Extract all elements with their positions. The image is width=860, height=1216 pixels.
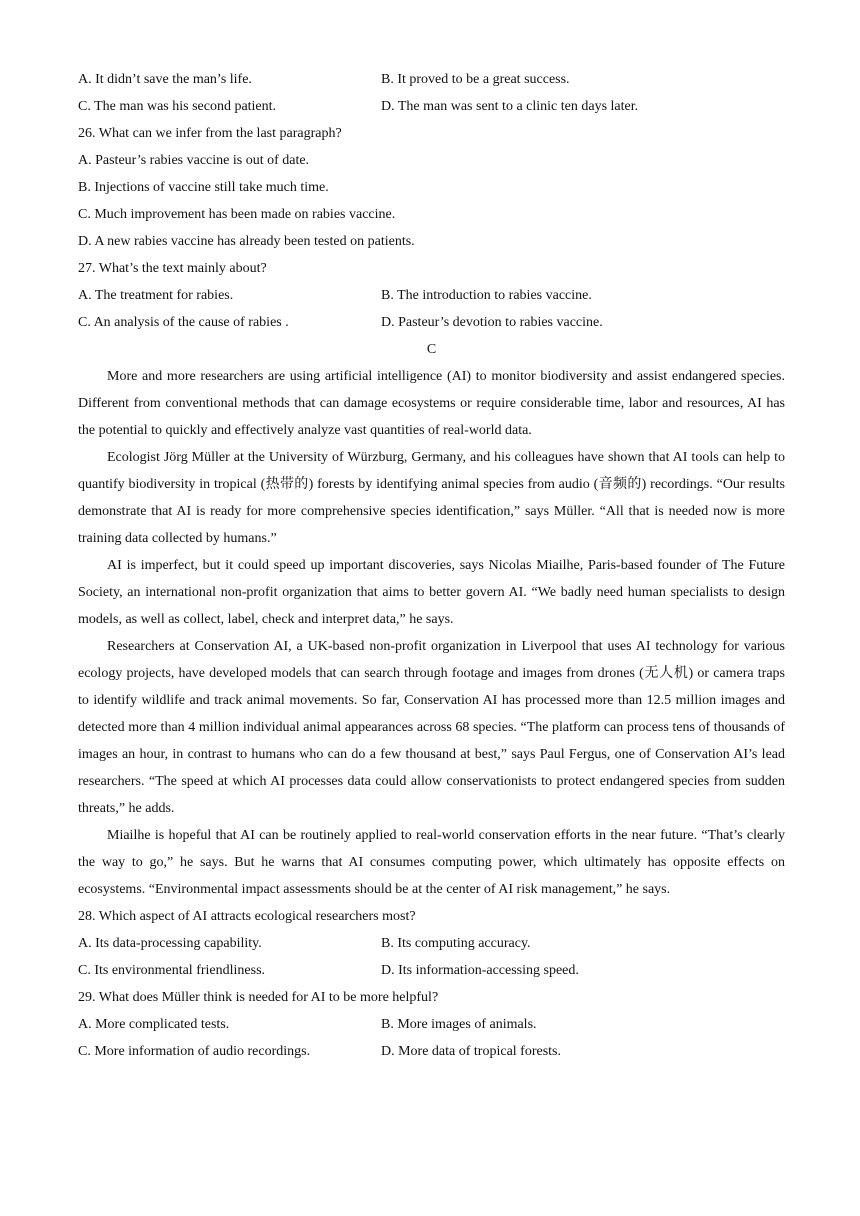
q29-options-row-1 xyxy=(78,1011,785,1038)
q28-option-d: D. Its information-accessing speed. xyxy=(381,963,579,978)
q29-option-a: A. More complicated tests. xyxy=(78,1017,230,1032)
q28-options-row-2 xyxy=(78,957,785,984)
q27-option-a: A. The treatment for rabies. xyxy=(78,288,234,303)
q25-option-d: D. The man was sent to a clinic ten days later. xyxy=(381,99,639,114)
q25-option-b: B. It proved to be a great success. xyxy=(381,72,570,87)
q27-stem: 27. What’s the text mainly about? xyxy=(78,261,267,276)
q26-option-c: C. Much improvement has been made on rabies vaccine. xyxy=(78,207,396,222)
q25-option-a: A. It didn’t save the man’s life. xyxy=(78,72,252,87)
passage-paragraph: AI is imperfect, but it could speed up important discoveries, says Nicolas Miailhe, Paris-based founder of The Future Society, an international non-profit organization that aims to better govern AI. “We badly need human specialists to design models, as well as collect, label, check and interpret data,” he says. xyxy=(78,558,785,627)
q26-option-a: A. Pasteur’s rabies vaccine is out of date. xyxy=(78,153,310,168)
q29-stem: 29. What does Müller think is needed for AI to be more helpful? xyxy=(78,990,439,1005)
q29-option-d: D. More data of tropical forests. xyxy=(381,1044,561,1059)
q27-option-c: C. An analysis of the cause of rabies . xyxy=(78,315,289,330)
q25-options-row-2 xyxy=(78,93,785,120)
q29-options-row-2 xyxy=(78,1038,785,1065)
q25-option-c: C. The man was his second patient. xyxy=(78,99,277,114)
q27-option-b: B. The introduction to rabies vaccine. xyxy=(381,288,592,303)
q27-options-row-1 xyxy=(78,282,785,309)
q28-options-row-1 xyxy=(78,930,785,957)
q28-stem: 28. Which aspect of AI attracts ecological researchers most? xyxy=(78,909,416,924)
q27-option-d: D. Pasteur’s devotion to rabies vaccine. xyxy=(381,315,603,330)
passage-paragraph: Ecologist Jörg Müller at the University of Würzburg, Germany, and his colleagues have shown that AI tools can help to quantify biodiversity in tropical (热带的) forests by identifying animal species from audio (音频的) recordings. “Our results demonstrate that AI is ready for more comprehensive species identification,” says Müller. “All that is needed now is more training data collected by humans.” xyxy=(78,450,785,546)
q25-options-row-1 xyxy=(78,66,785,93)
passage-paragraph: Researchers at Conservation AI, a UK-based non-profit organization in Liverpool that uses AI technology for various ecology projects, have developed models that can search through footage and images from drones (无人机) or camera traps to identify wildlife and track animal movements. So far, Conservation AI has processed more than 12.5 million images and detected more than 4 million individual animal appearances across 68 species. “The platform can process tens of thousands of images an hour, in contrast to humans who can do a few thousand at best,” says Paul Fergus, one of Conservation AI’s lead researchers. “The speed at which AI processes data could allow conservationists to protect endangered species from sudden threats,” he adds. xyxy=(78,639,785,816)
q26-option-d: D. A new rabies vaccine has already been tested on patients. xyxy=(78,234,415,249)
q28-option-c: C. Its environmental friendliness. xyxy=(78,963,266,978)
passage-paragraph: More and more researchers are using artificial intelligence (AI) to monitor biodiversity and assist endangered species. Different from conventional methods that can damage ecosystems or require considerable time, labor and resources, AI has the potential to quickly and effectively analyze vast quantities of real-world data. xyxy=(78,369,785,438)
q29-option-b: B. More images of animals. xyxy=(381,1017,537,1032)
q26-stem: 26. What can we infer from the last paragraph? xyxy=(78,126,342,141)
passage-paragraph: Miailhe is hopeful that AI can be routinely applied to real-world conservation efforts in the near future. “That’s clearly the way to go,” he says. But he warns that AI consumes computing power, which ultimately has opposite effects on ecosystems. “Environmental impact assessments should be at the center of AI risk management,” he says. xyxy=(78,828,785,897)
q28-option-b: B. Its computing accuracy. xyxy=(381,936,531,951)
exam-page xyxy=(78,66,785,1065)
section-c-heading: C xyxy=(426,342,437,357)
q29-option-c: C. More information of audio recordings. xyxy=(78,1044,311,1059)
q27-options-row-2 xyxy=(78,309,785,336)
q28-option-a: A. Its data-processing capability. xyxy=(78,936,262,951)
q26-option-b: B. Injections of vaccine still take much time. xyxy=(78,180,329,195)
